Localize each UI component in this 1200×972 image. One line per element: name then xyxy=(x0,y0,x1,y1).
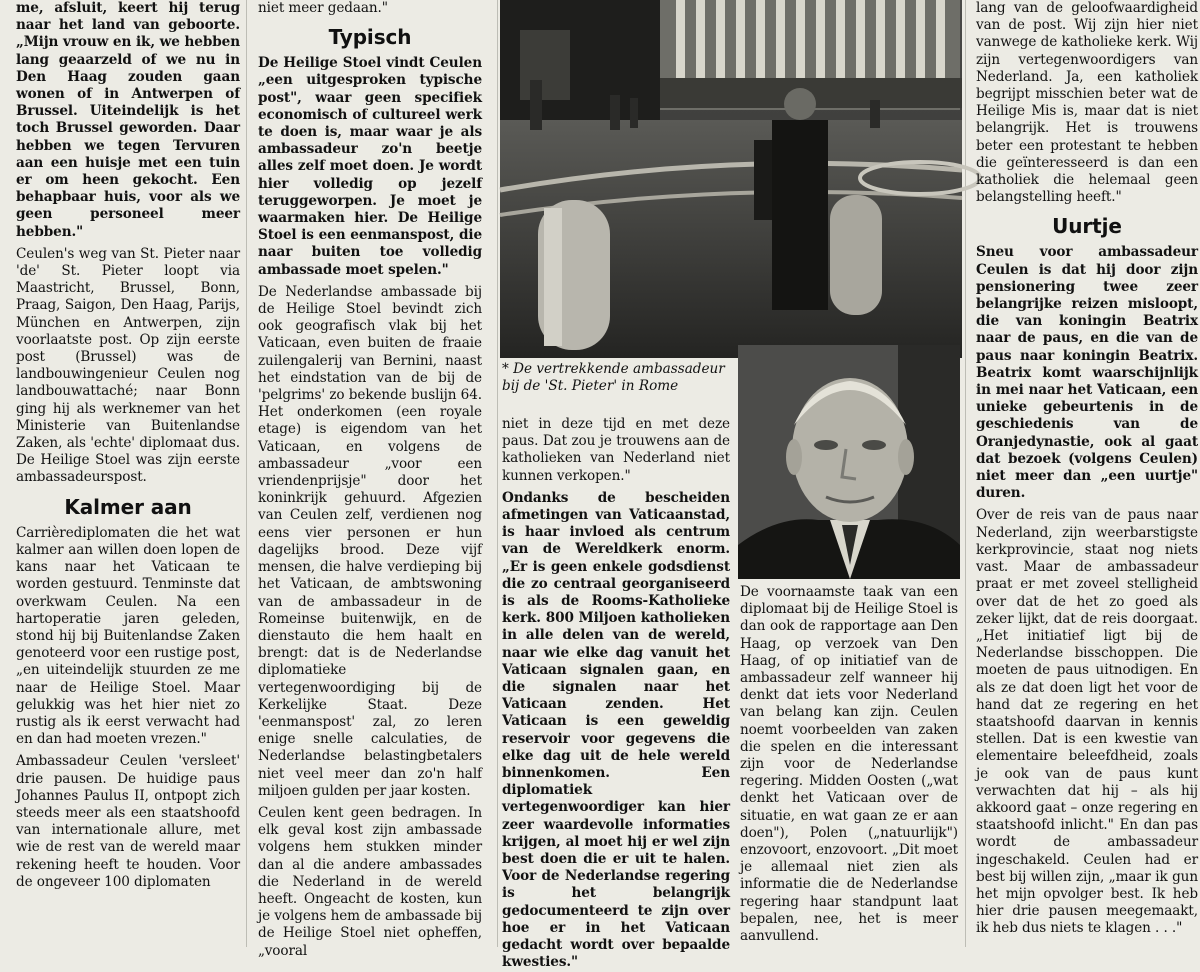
photo-st-peters-square xyxy=(500,0,962,358)
paragraph-pope-trip: Over de reis van de paus naar Nederland, zijn weerbarstigste kerkprovincie, staat nog niets vast. Maar de ambassadeur praat er met zoveel stelligheid over dat de het zo goed als zeker lijkt, dat de reis doorgaat. „Het initiatief ligt bij de Nederlandse bisschoppen. Die moeten de paus uitnodigen. En als ze dat doen ligt het voor de hand dat ze regering en het staatshoofd daarvan in kennis stellen. Dat is een kwestie van elementaire beleefdheid, zoals je ook van de paus kunt verwachten dat hij – als hij akkoord gaat – onze regering en staatshoofd inlicht." En dan pas wordt de ambassadeur ingeschakeld. Ceulen had er best bij willen zijn, „maar ik gun het mijn opvolger best. Ik heb hier drie pausen meegemaakt, ik heb dus niets te klagen . . ." xyxy=(976,507,1198,937)
paragraph-calmer: Carrièrediplomaten die het wat kalmer aan willen doen lopen de kans naar het Vaticaan te worden gestuurd. Tenminste dat overkwam Ceulen. Na een hartoperatie jaren geleden, stond hij bij Buitenlandse Zaken genoteerd voor een rustige post, „en uiteindelijk stuurden ze me naar de Heilige Stoel. Maar gelukkig was het hier niet zo rustig als ik eerst verwacht had en dan had moeten vrezen." xyxy=(16,524,240,748)
paragraph-costs: Ceulen kent geen bedragen. In elk geval kost zijn ambassade volgens hem stukken minder dan al die andere ambassades die Nederland in de wereld heeft. Ongeacht de kosten, kun je volgens hem de ambassade bij de Heilige Stoel niet opheffen, „vooral xyxy=(258,804,482,959)
paragraph-queen-visit: Sneu voor ambassadeur Ceulen is dat hij door zijn pensionering twee zeer belangrijke reizen misloopt, die van koningin Beatrix naar de paus, en die van de paus naar koningin Beatrix. Beatrix komt waarschijnlijk in mei naar het Vaticaan, een unieke gebeurtenis in de geschiedenis van de Oranjedynastie, ook al gaat dat bezoek (volgens Ceulen) niet meer dan „een uurtje" duren. xyxy=(976,244,1198,502)
paragraph-career: Ceulen's weg van St. Pieter naar 'de' St. Pieter loopt via Maastricht, Brussel, Bonn, Praag, Saigon, Den Haag, Parijs, München en Antwerpen, zijn voorlaatste post. Op zijn eerste post (Brussel) was de landbouwingenieur Ceulen nog landbouwattaché; naar Bonn ging hij als werknemer van het Ministerie van Buitenlandse Zaken, als 'echte' diplomaat dus. De Heilige Stoel was zijn eerste ambassadeurspost. xyxy=(16,245,240,486)
heading-typisch: Typisch xyxy=(328,25,412,50)
photo-caption: * De vertrekkende ambassadeur bij de 'St. Pieter' in Rome xyxy=(502,361,725,394)
paragraph-main-task: De voornaamste taak van een diplomaat bij de Heilige Stoel is dan ook de rapportage aan Den Haag, op verzoek van Den Haag, of op initiatief van de ambassadeur zelf wanneer hij denkt dat iets voor Nederland van belang kan zijn. Ceulen noemt voorbeelden van zaken die spelen en die interessant zijn voor de Nederlandse regering. Midden Oosten („wat denkt het Vaticaan over de situatie, en wat gaan ze er aan doen"), Polen („natuurlijk") enzovoort, enzovoort. „Dit moet je allemaal niet zien als informatie die de Nederlandse regering haar standpunt laat bepalen, nee, het is meer aanvullend. xyxy=(740,584,958,945)
paragraph-embassy-location: De Nederlandse ambassade bij de Heilige Stoel bevindt zich ook geografisch vlak bij het Vaticaan, even buiten de fraaie zuilengalerij van Bernini, naast het eindstation van de bij de 'pelgrims' zo bekende buslijn 64. Het onderkomen (een royale etage) is eigendom van het Vaticaan, en volgens de ambassadeur „voor een vriendenprijsje" door het koninkrijk gehuurd. Afgezien van Ceulen zelf, verdienen nog eens vier personen er hun dagelijks brood. Deze vijf mensen, die halve verdieping bij het Vaticaan, de ambtswoning van de ambassadeur in de Romeinse buitenwijk, en de dienstauto die hem haalt en brengt: dat is de Nederlandse diplomatieke vertegenwoordiging bij de Kerkelijke Staat. Deze 'eenmanspost' zal, zo leren enige snelle calculaties, de Nederlandse belastingbetalers niet veel meer dan zo'n half miljoen gulden per jaar kosten. xyxy=(258,283,482,799)
paragraph-three-popes: Ambassadeur Ceulen 'versleet' drie pausen. De huidige paus Johannes Paulus II, ontpopt zich steeds meer als een staatshoofd van internationale allure, met wie de rest van de wereld maar rekening heeft te houden. Voor de ongeveer 100 diplomaten xyxy=(16,753,240,890)
photo-portrait-ceulen xyxy=(738,345,960,579)
square-image xyxy=(500,0,962,358)
paragraph-world-church: Ondanks de bescheiden afmetingen van Vaticaanstad, is haar invloed als centrum van de Wereldkerk enorm. „Er is geen enkele godsdienst die zo centraal georganiseerd is als de Rooms-Katholieke kerk. 800 Miljoen katholieken in alle delen van de wereld, naar wie elke dag vanuit het Vaticaan signalen gaan, en die signalen naar het Vaticaan zenden. Het Vaticaan is een geweldig reservoir voor gegevens die elke dag uit de hele wereld binnenkomen. Een diplomatiek vertegenwoordiger kan hier zeer waardevolle informaties krijgen, al moet hij er wel zijn best doen die er uit te halen. Voor de Nederlandse regering is het belangrijk gedocumenteerd te zijn over hoe er in het Vaticaan gedacht wordt over bepaalde kwesties." xyxy=(502,489,730,971)
column-4 xyxy=(740,584,958,947)
column-5 xyxy=(976,0,1198,947)
column-rule xyxy=(497,0,498,947)
heading-kalmer-aan: Kalmer aan xyxy=(64,494,192,519)
column-3 xyxy=(502,416,730,971)
column-2 xyxy=(258,0,482,959)
portrait-image xyxy=(738,345,960,579)
paragraph-credibility: lang van de geloofwaardigheid van de post. Wij zijn hier niet vanwege de katholieke kerk. Wij zijn vertegenwoordigers van Nederland. Ja, een katholiek begrijpt misschien beter wat de Heilige Mis is, maar dat is niet belangrijk. Het is trouwens beter een protestant te hebben die geïnteresseerd is dan een katholiek die helemaal geen belangstelling heeft." xyxy=(976,0,1198,206)
column-1 xyxy=(16,0,240,947)
paragraph-top-fragment: niet meer gedaan." xyxy=(258,0,388,16)
paragraph-typical-post: De Heilige Stoel vindt Ceulen „een uitgesproken typische post", waar geen specifiek economisch of cultureel werk te doen is, maar waar je als ambassadeur zo'n beetje alles zelf moet doen. Je wordt hier volledig op jezelf teruggeworpen. Je moet je waarmaken hier. De Heilige Stoel is een eenmanspost, die naar buiten toe volledig ambassade moet spelen." xyxy=(258,55,482,278)
paragraph-quote-intro: me, afsluit, keert hij terug naar het land van geboorte. „Mijn vrouw en ik, we hebben lang geaarzeld of we nu in Den Haag zouden gaan wonen of in Antwerpen of Brussel. Uiteindelijk is het toch Brussel geworden. Daar hebben we tegen Tervuren aan een huisje met een tuin er om heen gekocht. Een behapbaar huis, voor als we geen personeel meer hebben." xyxy=(16,0,240,240)
column-rule xyxy=(965,0,966,947)
column-rule xyxy=(246,0,247,947)
heading-uurtje: Uurtje xyxy=(1052,214,1122,239)
paragraph-not-now: niet in deze tijd en met deze paus. Dat zou je trouwens aan de katholieken van Nederland niet kunnen verkopen." xyxy=(502,416,730,484)
